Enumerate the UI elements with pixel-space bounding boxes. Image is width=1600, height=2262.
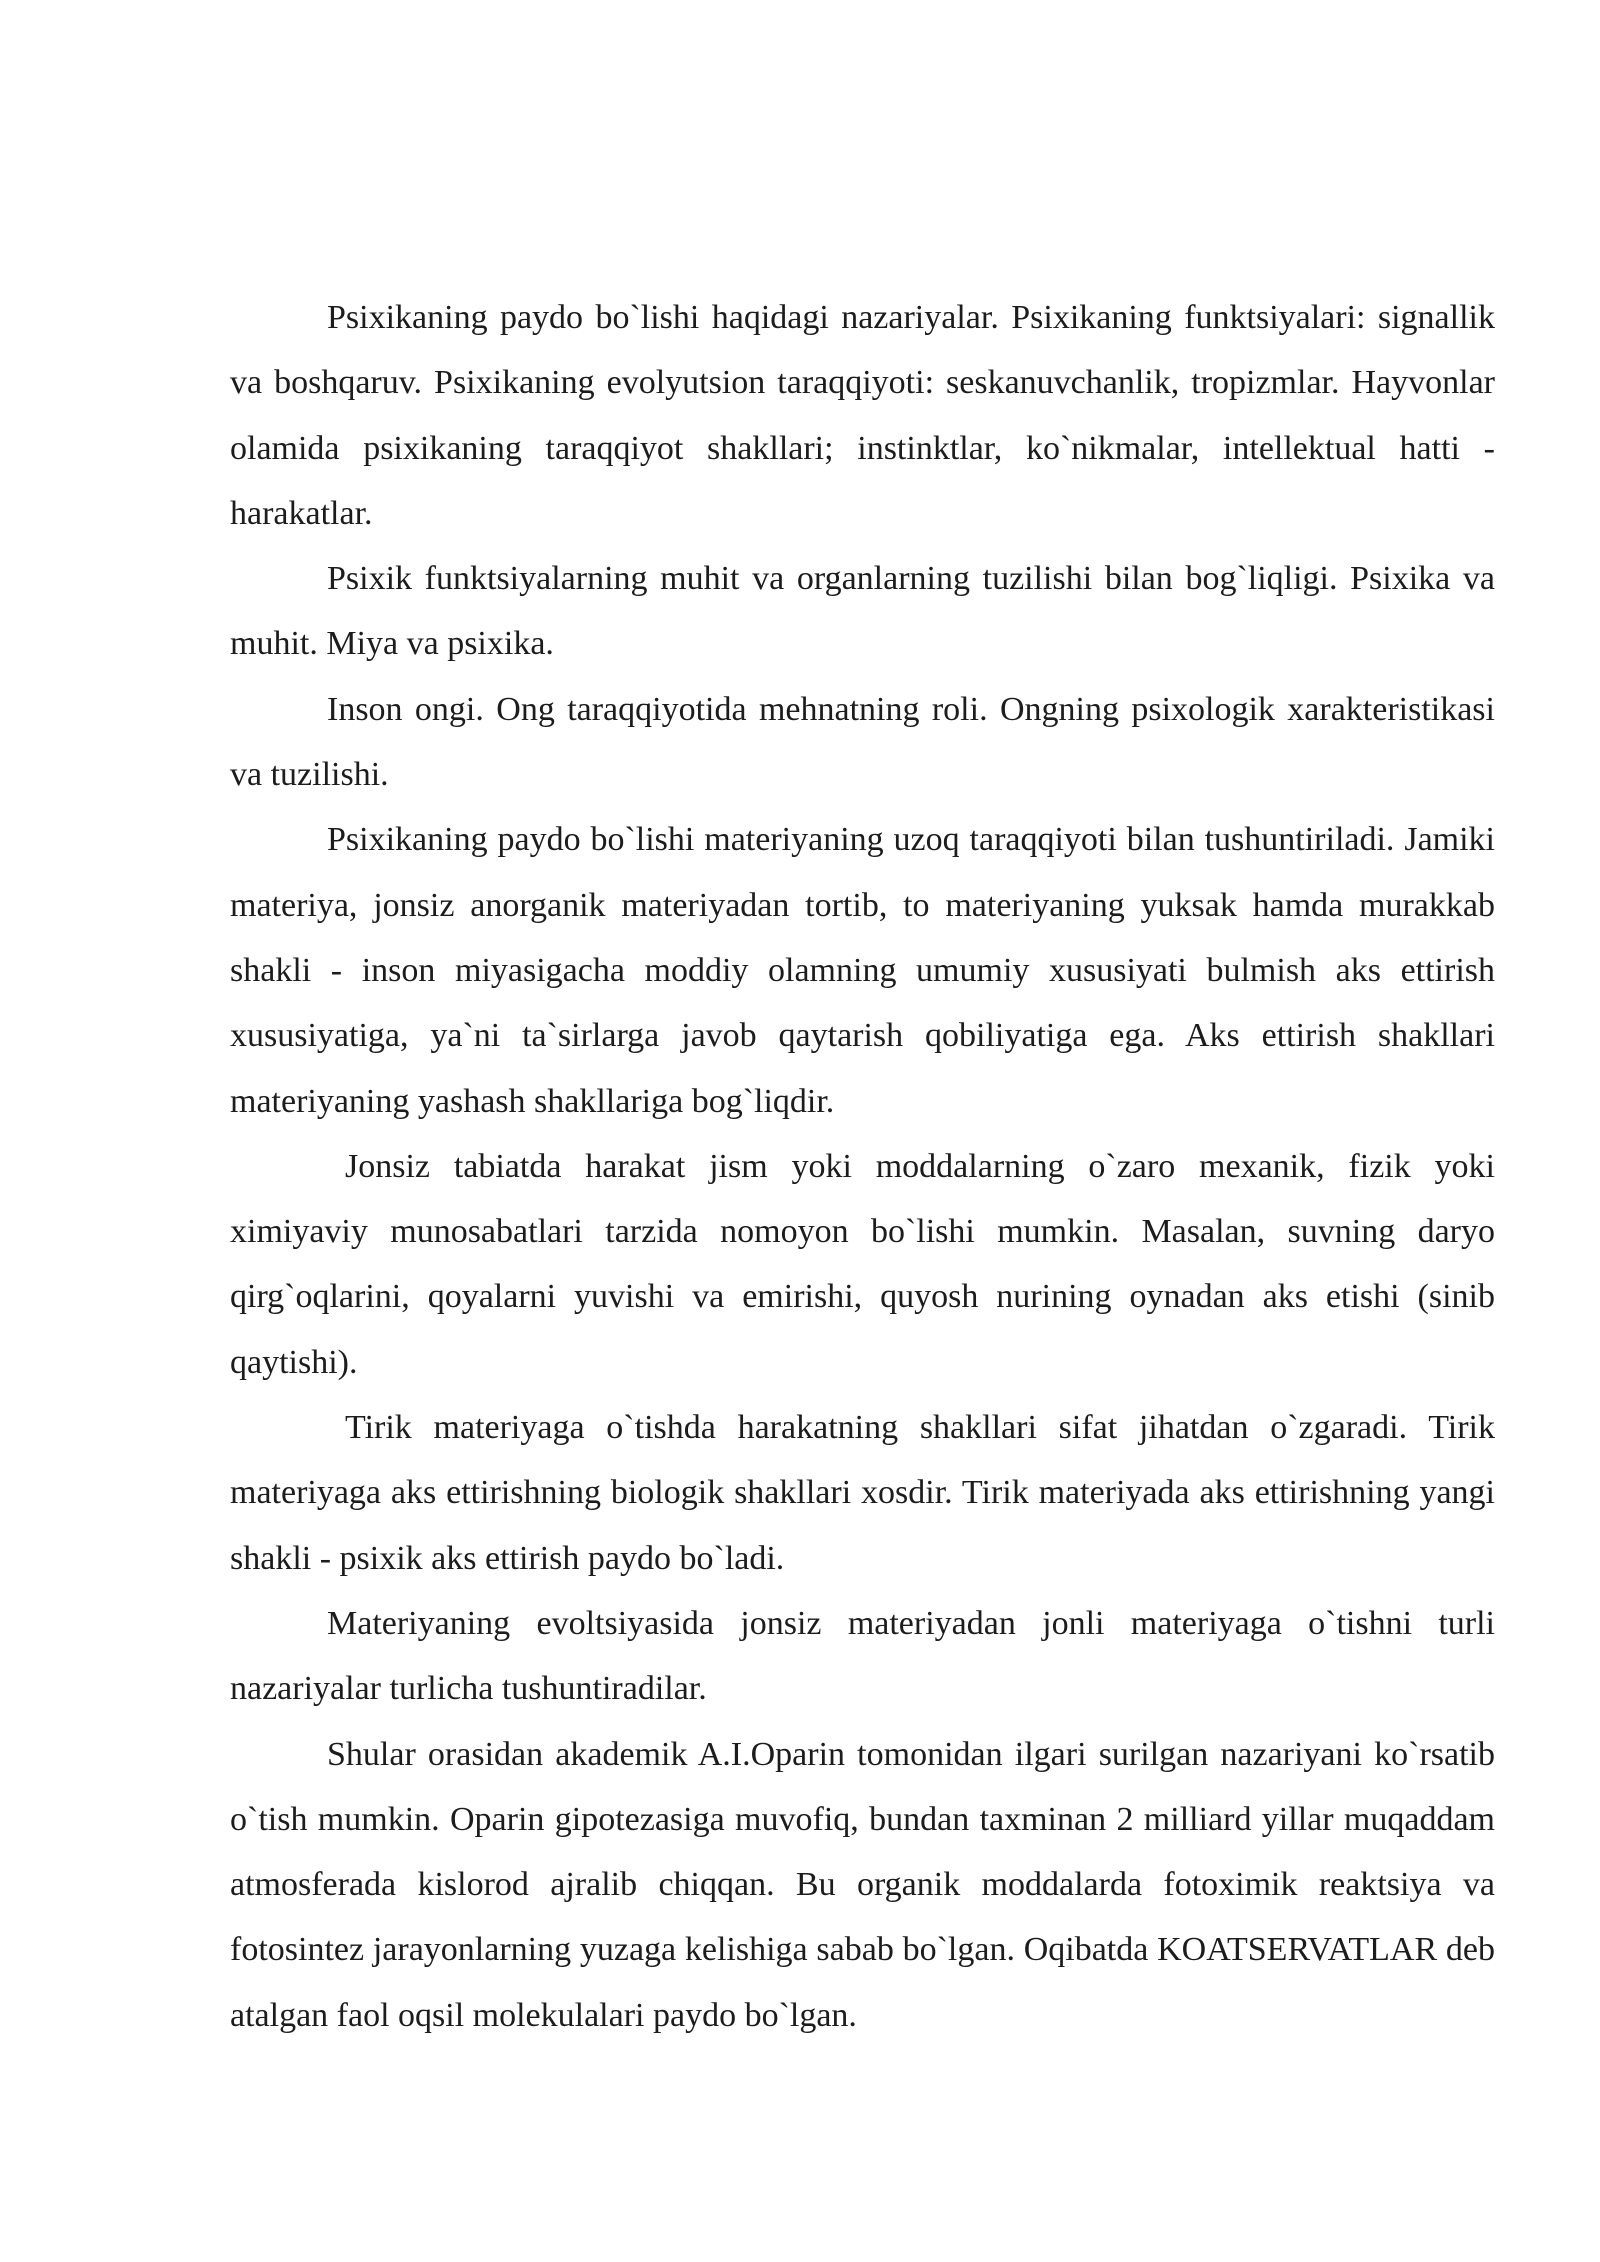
- paragraph-oparin-theory: Shular orasidan akademik A.I.Oparin tomonidan ilgari surilgan nazariyani ko`rsatib o`tish mumkin. Oparin gipotezasiga muvofiq, bundan taxminan 2 milliard yillar muqaddam atmosferada kislorod ajralib chiqqan. Bu organik moddalarda fotoximik reaktsiya va fotosintez jarayonlarning yuzaga kelishiga sabab bo`lgan. Oqibatda KOATSERVATLAR deb atalgan faol oqsil molekulalari paydo bo`lgan.: [230, 1735, 1495, 2034]
- paragraph-evolution-theories: Materiyaning evoltsiyasida jonsiz materiyadan jonli materiyaga o`tishni turli nazariyalar turlicha tushuntiradilar.: [230, 1604, 1495, 1708]
- paragraph-psixik-functions: Psixik funktsiyalarning muhit va organlarning tuzilishi bilan bog`liqligi. Psixika va muhit. Miya va psixika.: [230, 560, 1495, 663]
- paragraph-tirik-materiya: Tirik materiyaga o`tishda harakatning shakllari sifat jihatdan o`zgaradi. Tirik materiyaga aks ettirishning biologik shakllari xosdir. Tirik materiyada aks ettirishning yangi shakli - psixik aks ettirish paydo bo`ladi.: [230, 1409, 1495, 1577]
- document-body: [230, 285, 1495, 2048]
- paragraph-psixika-origin: Psixikaning paydo bo`lishi materiyaning uzoq taraqqiyoti bilan tushuntiriladi. Jamiki materiya, jonsiz anorganik materiyadan tortib, to materiyaning yuksak hamda murakkab shakli - inson miyasigacha moddiy olamning umumiy xususiyati bulmish aks ettirish xususiyatiga, ya`ni ta`sirlarga javob qaytarish qobiliyatiga ega. Aks ettirish shakllari materiyaning yashash shakllariga bog`liqdir.: [230, 821, 1495, 1120]
- paragraph-jonsiz-tabiat: Jonsiz tabiatda harakat jism yoki moddalarning o`zaro mexanik, fizik yoki ximiyaviy munosabatlari tarzida nomoyon bo`lishi mumkin. Masalan, suvning daryo qirg`oqlarini, qoyalarni yuvishi va emirishi, quyosh nurining oynadan aks etishi (sinib qaytishi).: [230, 1147, 1495, 1381]
- paragraph-psixika-theories: Psixikaning paydo bo`lishi haqidagi nazariyalar. Psixikaning funktsiyalari: signallik va boshqaruv. Psixikaning evolyutsion taraqqiyoti: seskanuvchanlik, tropizmlar. Hayvonlar olamida psixikaning taraqqiyot shakllari; instinktlar, ko`nikmalar, intellektual hatti - harakatlar.: [230, 299, 1495, 532]
- paragraph-inson-ongi: Inson ongi. Ong taraqqiyotida mehnatning roli. Ongning psixologik xarakteristikasi va tuzilishi.: [230, 690, 1495, 794]
